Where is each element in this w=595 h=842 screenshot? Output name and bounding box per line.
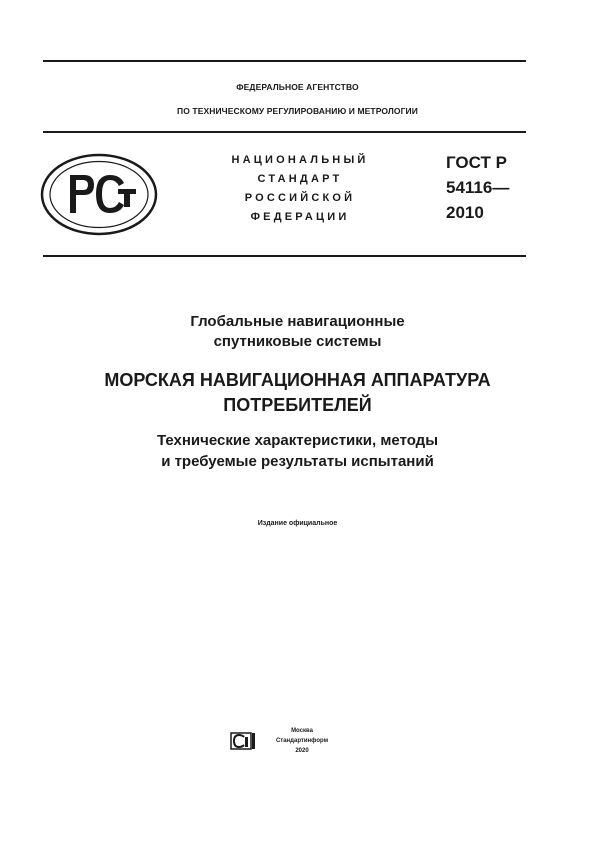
description-line-2: и требуемые результаты испытаний: [161, 453, 434, 470]
standard-type-line-2: СТАНДАРТ: [257, 173, 343, 185]
edition-label: Издание официальное: [257, 520, 338, 527]
agency-line-2: ПО ТЕХНИЧЕСКОМУ РЕГУЛИРОВАНИЮ И МЕТРОЛОГИИ: [177, 106, 418, 116]
header-rule: [43, 131, 526, 133]
rst-logo-icon: [40, 153, 158, 236]
rst-certification-logo: [40, 153, 158, 236]
standard-code-line-3: 2010: [446, 203, 484, 222]
subtitle-line-1: Глобальные навигационные: [190, 313, 405, 330]
standard-code-line-1: ГОСТ Р: [446, 153, 507, 172]
main-title-line-1: МОРСКАЯ НАВИГАЦИОННАЯ АППАРАТУРА: [104, 370, 491, 390]
publisher-name: Стандартинформ: [275, 738, 329, 744]
mid-rule: [43, 255, 526, 257]
standard-type-line-1: НАЦИОНАЛЬНЫЙ: [231, 154, 369, 166]
standartinform-logo-icon: [230, 732, 264, 750]
standard-type-line-3: РОССИЙСКОЙ: [244, 192, 356, 204]
description-line-1: Технические характеристики, методы: [156, 432, 439, 449]
publisher-logo: [230, 732, 264, 750]
standard-code-line-2: 54116—: [446, 178, 510, 197]
standard-type-line-4: ФЕДЕРАЦИИ: [250, 211, 350, 223]
main-title-line-2: ПОТРЕБИТЕЛЕЙ: [223, 395, 372, 415]
subtitle-line-2: спутниковые системы: [213, 333, 382, 350]
top-rule: [43, 60, 526, 62]
publisher-year: 2020: [295, 748, 309, 754]
agency-line-1: ФЕДЕРАЛЬНОЕ АГЕНТСТВО: [236, 82, 359, 92]
publisher-city: Москва: [291, 728, 313, 734]
